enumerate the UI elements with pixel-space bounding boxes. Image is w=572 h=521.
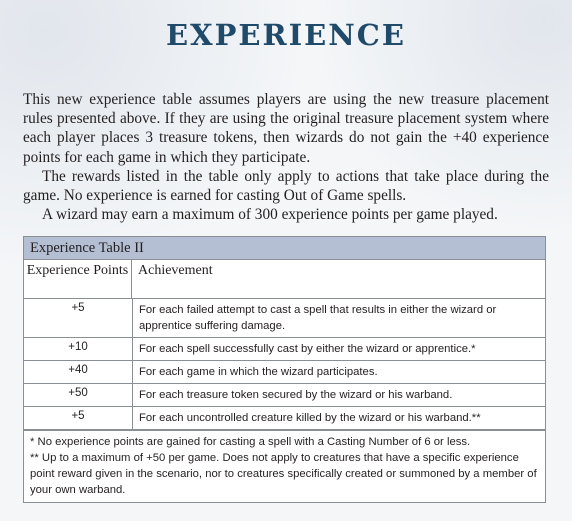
points-cell: +50 xyxy=(24,384,133,406)
table-footnotes xyxy=(24,430,545,502)
intro-text xyxy=(23,90,549,224)
footnote-1: * No experience points are gained for casting a spell with a Casting Number of 6 or less. xyxy=(30,436,471,448)
footnote-2: ** Up to a maximum of +50 per game. Does not apply to creatures that have a specific experience point reward given in the scenario, nor to creatures specifically created or summoned by a member of your own warband. xyxy=(30,452,537,496)
achievement-cell: For each failed attempt to cast a spell that results in either the wizard or apprentice suffering damage. xyxy=(139,304,497,332)
intro-paragraph-1: This new experience table assumes players are using the new treasure placement rules presented above. If they are using the original treasure placement system where each player places 3 treasure tokens, then wizards do not gain the +40 experience points for each game in which they participate. xyxy=(23,91,549,166)
header-experience-points: Experience Points xyxy=(24,260,132,298)
achievement-cell: For each spell successfully cast by either the wizard or apprentice.* xyxy=(139,343,476,355)
table-row xyxy=(24,361,545,384)
intro-paragraph-3: A wizard may earn a maximum of 300 experience points per game played. xyxy=(42,206,498,224)
points-cell: +5 xyxy=(24,407,133,429)
experience-table xyxy=(23,236,546,503)
achievement-cell: For each uncontrolled creature killed by the wizard or his warband.** xyxy=(139,412,481,424)
intro-paragraph-2: The rewards listed in the table only apply to actions that take place during the game. No experience is earned for casting Out of Game spells. xyxy=(23,167,549,205)
header-achievement: Achievement xyxy=(138,263,213,278)
points-cell: +5 xyxy=(24,299,133,337)
table-row xyxy=(24,338,545,361)
table-header-row xyxy=(24,260,545,299)
achievement-cell: For each game in which the wizard participates. xyxy=(139,366,378,378)
points-cell: +40 xyxy=(24,361,133,383)
page-title: EXPERIENCE xyxy=(166,18,406,52)
table-row xyxy=(24,299,545,338)
table-row xyxy=(24,384,545,407)
table-row xyxy=(24,407,545,430)
table-title: Experience Table II xyxy=(24,237,545,260)
achievement-cell: For each treasure token secured by the wizard or his warband. xyxy=(139,389,453,401)
points-cell: +10 xyxy=(24,338,133,360)
